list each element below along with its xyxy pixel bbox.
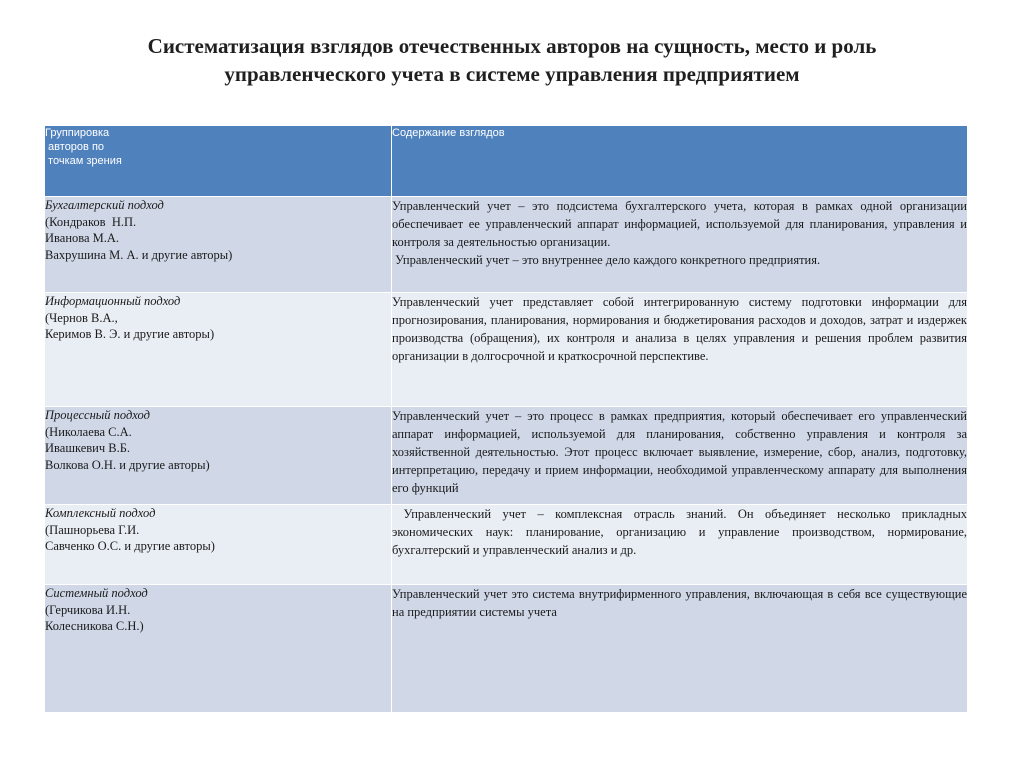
row-content-cell [392,407,968,505]
author-line: Иванова М.А. [45,231,120,245]
row-grouping-cell [45,197,392,293]
row-grouping-cell [45,407,392,505]
row-grouping-cell [45,293,392,407]
views-table [44,125,971,713]
header-content: Содержание взглядов [392,126,968,197]
author-line: (Чернов В.А., [45,310,118,325]
content-paragraph: Управленческий учет – это подсистема бухгалтерского учета, которая в рамках одной организации обеспечивает ее управленческий аппарат информацией, используемой для планирования, управления и контроля за деятельностью организации. [392,199,967,249]
row-content-cell [392,585,968,713]
approach-name: Системный подход [45,586,148,600]
author-line: Ивашкевич В.Б. [45,441,131,455]
author-line: Савченко О.С. и другие авторы) [45,539,215,553]
content-paragraph: Управленческий учет представляет собой интегрированную систему подготовки информации для прогнозирования, планирования, нормирования и бюджетирования расходов и доходов, затрат и издержек производства (обращения), их контроля и анализа в целях управления и решения проблем развития организации в долгосрочной и краткосрочной перспективе. [392,295,967,363]
table-row [45,293,968,407]
table-row [45,505,968,585]
header-grouping-line: Группировка [45,127,110,139]
content-paragraph: Управленческий учет – это внутреннее дело каждого конкретного предприятия. [392,253,821,267]
author-line: Волкова О.Н. и другие авторы) [45,457,210,472]
author-line: Колесникова С.Н.) [45,619,144,633]
row-grouping-cell [45,505,392,585]
author-line: (Кондраков Н.П. [45,214,137,229]
row-grouping-cell [45,585,392,713]
approach-name: Комплексный подход [45,506,156,520]
approach-name: Информационный подход [45,294,181,308]
author-line: Вахрушина М. А. и другие авторы) [45,247,233,262]
content-paragraph: Управленческий учет – это процесс в рамках предприятия, который обеспечивает его управленческий аппарат информацией, используемой для планирования, собственно управления и контроля за хозяйственной деятельностью. Этот процесс включает выявление, измерение, сбор, анализ, подготовку, интерпретацию, передачу и прием информации, необходимой управленческому аппарату для выполнения его функций [392,409,967,495]
approach-name: Процессный подход [45,408,150,422]
table-row [45,585,968,713]
header-grouping [45,126,392,197]
slide-title-line-1: Систематизация взглядов отечественных авторов на сущность, место и роль [147,34,877,58]
table-header-row [45,126,968,197]
content-paragraph: Управленческий учет – комплексная отрасль знаний. Он объединяет несколько прикладных экономических наук: планирование, организацию и управление производством, нормирование, бухгалтерский и управленческий анализ и др. [392,507,971,557]
author-line: (Пашнорьева Г.И. [45,522,140,537]
author-line: (Герчикова И.Н. [45,602,131,617]
slide-title [40,32,984,88]
author-line: (Николаева С.А. [45,424,132,439]
table-row [45,197,968,293]
approach-name: Бухгалтерский подход [45,198,164,212]
table-row [45,407,968,505]
row-content-cell [392,197,968,293]
content-paragraph: Управленческий учет это система внутрифирменного управления, включающая в себя все существующие на предприятии системы учета [392,587,967,619]
row-content-cell [392,293,968,407]
author-line: Керимов В. Э. и другие авторы) [45,327,215,341]
slide-title-line-2: управленческого учета в системе управления предприятием [224,62,800,86]
row-content-cell [392,505,971,585]
header-grouping-line: авторов по [45,141,105,153]
header-grouping-line: точкам зрения [45,155,122,167]
